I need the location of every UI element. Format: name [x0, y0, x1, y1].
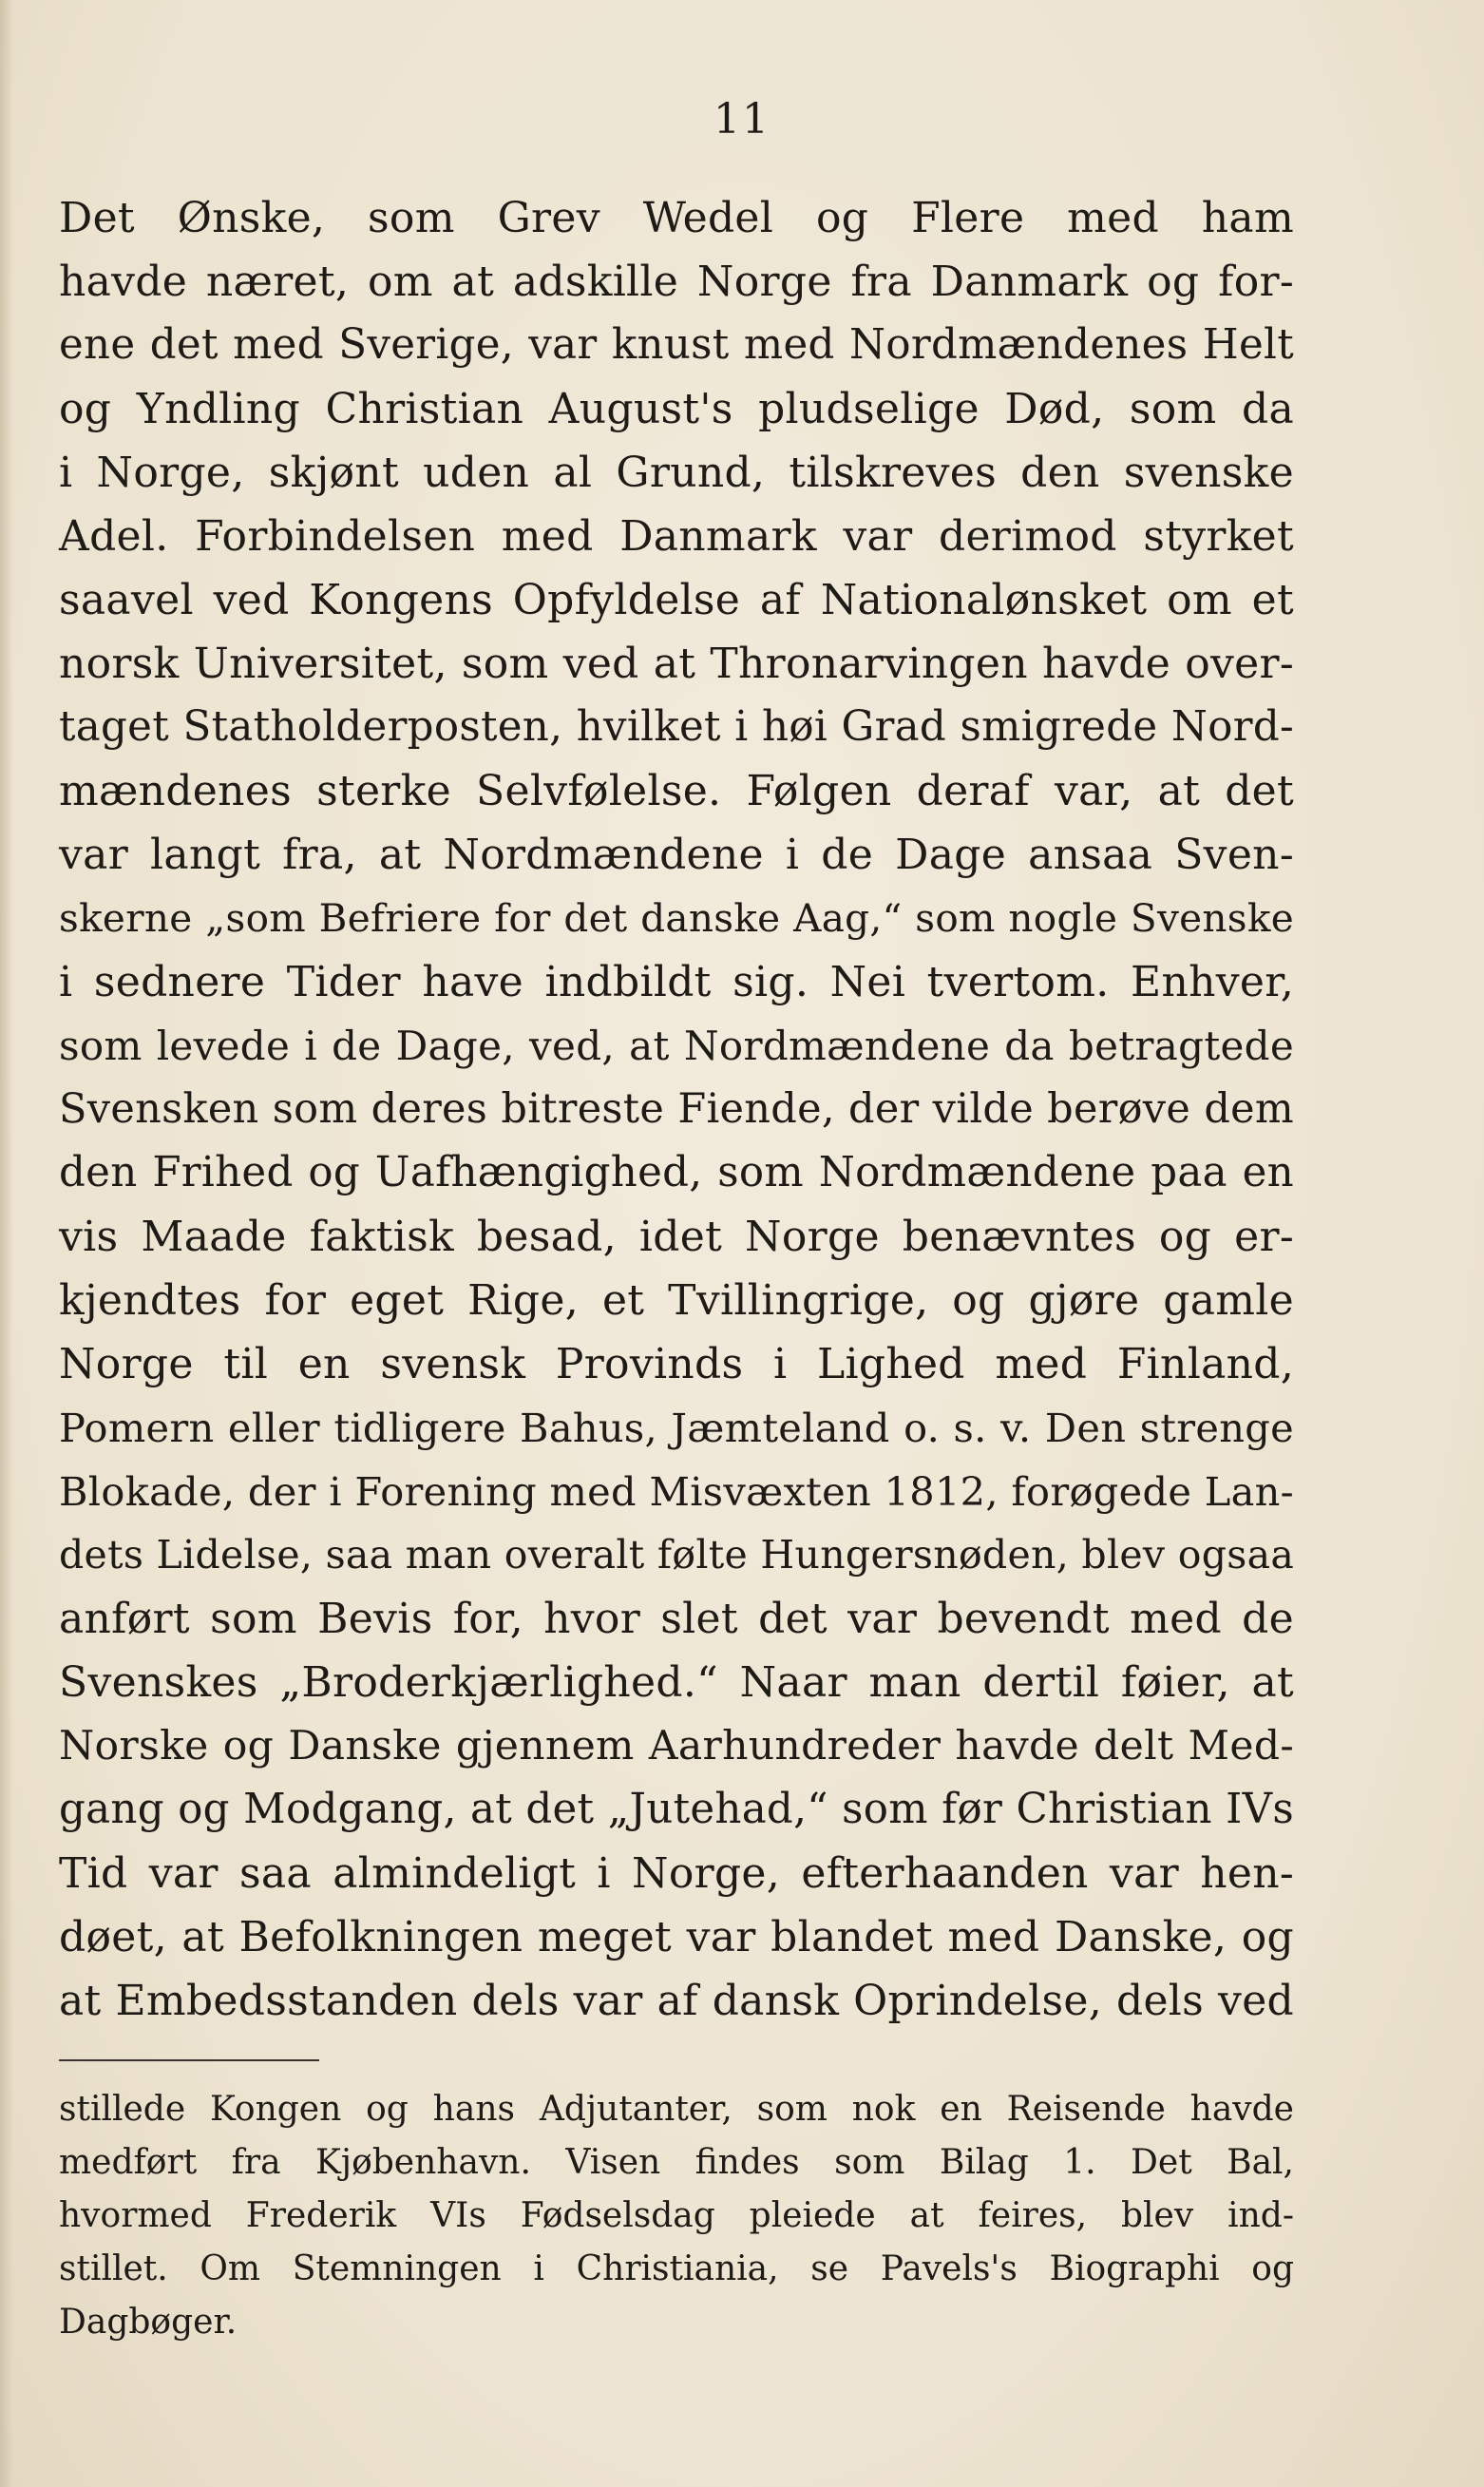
text-line: som levede i de Dage, ved, at Nordmændene da betragtede [59, 1023, 1294, 1069]
text-line: ene det med Sverige, var knust med Nordmændenes Helt [59, 321, 1294, 369]
text-line: anført som Bevis for, hvor slet det var bevendt med de [59, 1595, 1294, 1643]
text-line: og Yndling Christian August's pludselige Død, som da [59, 385, 1294, 433]
text-line: var langt fra, at Nordmændene i de Dage ansaa Sven- [59, 831, 1294, 879]
text-line: Det Ønske, som Grev Wedel og Flere med ham [59, 194, 1294, 242]
footnote-block [59, 2083, 1294, 2349]
text-line: mændenes sterke Selvfølelse. Følgen deraf var, at det [59, 767, 1294, 815]
text-line: gang og Modgang, at det „Jutehad,“ som før Christian IVs [59, 1786, 1294, 1833]
text-line: dets Lidelse, saa man overalt følte Hungersnøden, blev ogsaa [59, 1532, 1295, 1578]
text-line: taget Statholderposten, hvilket i høi Grad smigrede Nord- [59, 703, 1294, 751]
text-line: norsk Universitet, som ved at Thronarvingen havde over- [59, 640, 1294, 688]
text-line: at Embedsstanden dels var af dansk Oprindelse, dels ved [59, 1977, 1294, 2025]
footnote-line: medført fra Kjøbenhavn. Visen findes som Bilag 1. Det Bal, [59, 2143, 1294, 2182]
text-line: vis Maade faktisk besad, idet Norge benævntes og er- [59, 1213, 1294, 1261]
text-line: Svensken som deres bitreste Fiende, der vilde berøve dem [59, 1085, 1294, 1133]
text-line: i Norge, skjønt uden al Grund, tilskreves den svenske [59, 449, 1294, 497]
text-line: Blokade, der i Forening med Misvæxten 1812, forøgede Lan- [59, 1468, 1294, 1515]
footnote-line: stillede Kongen og hans Adjutanter, som nok en Reisende havde [59, 2090, 1294, 2129]
text-line: Norge til en svensk Provinds i Lighed med Finland, [59, 1340, 1294, 1388]
text-line: Pomern eller tidligere Bahus, Jæmteland o. s. v. Den strenge [59, 1405, 1294, 1451]
text-line: havde næret, om at adskille Norge fra Danmark og for- [59, 258, 1294, 306]
footnote-line: stillet. Om Stemningen i Christiania, se Pavels's Biographi og [59, 2249, 1294, 2288]
text-line: kjendtes for eget Rige, et Tvillingrige, og gjøre gamle [59, 1276, 1294, 1325]
footnote-line: Dagbøger. [59, 2303, 238, 2342]
body-text [59, 186, 1294, 2033]
text-line: Svenskes „Broderkjærlighed.“ Naar man dertil føier, at [59, 1658, 1294, 1707]
page-number: 11 [713, 95, 771, 143]
page-spine-shadow [0, 0, 13, 2487]
text-line: i sednere Tider have indbildt sig. Nei tvertom. Enhver, [59, 958, 1294, 1006]
footnote-divider [59, 2059, 319, 2061]
text-line: Norske og Danske gjennem Aarhundreder havde delt Med- [59, 1723, 1294, 1770]
text-line: Tid var saa almindeligt i Norge, efterhaanden var hen- [59, 1849, 1294, 1898]
text-line: Adel. Forbindelsen med Danmark var derimod styrket [59, 512, 1294, 561]
text-line: den Frihed og Uafhængighed, som Nordmændene paa en [59, 1149, 1294, 1196]
text-line: saavel ved Kongens Opfyldelse af Nationalønsket om et [59, 576, 1294, 624]
text-line: skerne „som Befriere for det danske Aag,“ som nogle Svenske [59, 895, 1294, 941]
footnote-line: hvormed Frederik VIs Fødselsdag pleiede at feires, blev ind- [59, 2196, 1294, 2235]
text-line: døet, at Befolkningen meget var blandet med Danske, og [59, 1913, 1294, 1961]
